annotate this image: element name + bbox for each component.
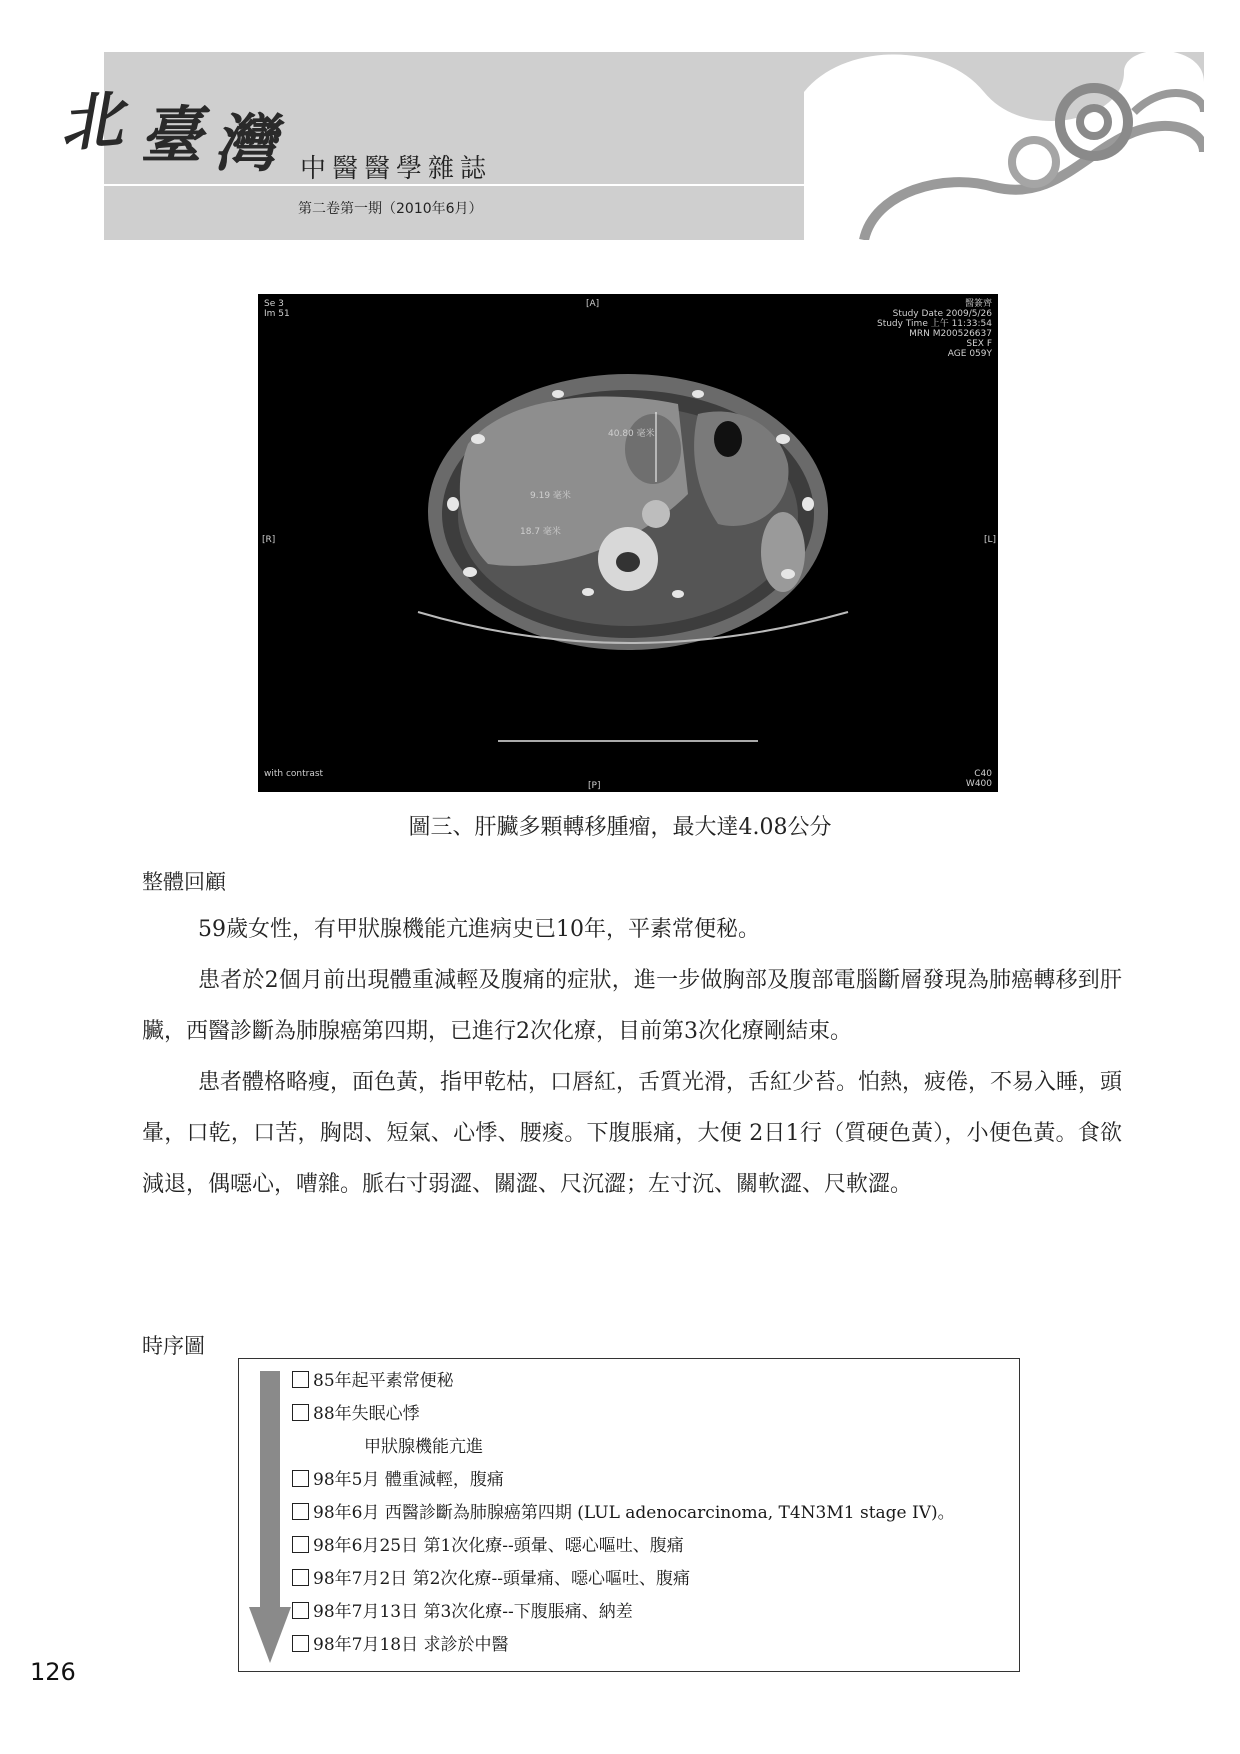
checkbox-icon: [292, 1536, 309, 1553]
ct-overlay-series: Se 3: [264, 299, 284, 309]
journal-logo-char: 北: [57, 82, 129, 161]
aorta: [642, 500, 670, 528]
ct-overlay-physician: 醫簽齊: [964, 299, 992, 309]
measurement-label-2: 9.19 毫米: [530, 491, 571, 501]
timeline-item: [292, 1530, 955, 1563]
ct-overlay-study-time: Study Time 上午 11:33:54: [876, 319, 992, 329]
timeline-item: [292, 1629, 955, 1662]
scale-bar: [498, 740, 758, 742]
checkbox-icon: [292, 1569, 309, 1586]
timeline-item: [292, 1398, 955, 1431]
timeline-heading: 時序圖: [142, 1334, 205, 1358]
timeline-item: [292, 1365, 955, 1398]
ct-overlay-mrn: MRN M200526637: [909, 329, 992, 339]
timeline-item: [292, 1497, 955, 1530]
measurement-label-1: 40.80 毫米: [608, 429, 655, 439]
bowel-gas: [714, 421, 742, 457]
timeline-item-text: 98年7月2日 第2次化療--頭暈痛、噁心嘔吐、腹痛: [313, 1569, 690, 1589]
spleen: [761, 512, 805, 592]
timeline-item: [292, 1464, 955, 1497]
timeline-item-text: 98年7月13日 第3次化療--下腹脹痛、納差: [313, 1602, 633, 1622]
timeline-item-text: 甲狀腺機能亢進: [364, 1437, 483, 1457]
review-heading: 整體回顧: [142, 870, 226, 894]
checkbox-icon: [292, 1635, 309, 1652]
ct-scan-image: [258, 294, 998, 792]
ct-overlay-study-date: Study Date 2009/5/26: [892, 309, 992, 319]
cloud-ornament: [804, 52, 1204, 240]
timeline-item-text: 98年7月18日 求診於中醫: [313, 1635, 509, 1655]
issue-info: 第二卷第一期（2010年6月）: [298, 201, 483, 217]
checkbox-icon: [292, 1470, 309, 1487]
ct-overlay-right: [R]: [262, 535, 276, 545]
timeline-item-text: 98年5月 體重減輕，腹痛: [313, 1470, 504, 1490]
page-number: 126: [30, 1658, 76, 1686]
figure-caption: 圖三、肝臟多顆轉移腫瘤，最大達4.08公分: [408, 815, 832, 840]
journal-logo-char: 灣: [214, 107, 281, 180]
checkbox-icon: [292, 1602, 309, 1619]
review-paragraph: 患者於2個月前出現體重減輕及腹痛的症狀，進一步做胸部及腹部電腦斷層發現為肺癌轉移到肝臟，西醫診斷為肺腺癌第四期，已進行2次化療，目前第3次化療剛結束。: [142, 968, 1122, 1044]
ct-overlay-contrast: with contrast: [264, 769, 324, 779]
journal-subtitle: 中醫醫學雜誌: [300, 154, 493, 184]
checkbox-icon: [292, 1404, 309, 1421]
down-arrow-icon: [249, 1607, 291, 1663]
timeline-item-text: 85年起平素常便秘: [313, 1371, 454, 1391]
spinal-canal: [616, 552, 640, 572]
timeline-arrow-shaft: [260, 1371, 280, 1609]
ct-overlay-posterior: [P]: [588, 781, 601, 791]
journal-logo: [57, 72, 281, 180]
timeline-item: [292, 1563, 955, 1596]
timeline-item-text: 98年6月25日 第1次化療--頭暈、噁心嘔吐、腹痛: [313, 1536, 684, 1556]
timeline-item: [292, 1596, 955, 1629]
ct-overlay-anterior: [A]: [586, 299, 600, 309]
ct-overlay-image: Im 51: [264, 309, 290, 319]
liver-tumor: [625, 414, 681, 484]
timeline-item-text: 98年6月 西醫診斷為肺腺癌第四期 (LUL adenocarcinoma, T4N3M1 stage IV)。: [313, 1503, 955, 1523]
timeline-list: [292, 1365, 955, 1662]
measurement-label-3: 18.7 毫米: [520, 527, 561, 537]
ct-overlay-sex: SEX F: [966, 339, 992, 349]
timeline-item-text: 88年失眠心悸: [313, 1404, 420, 1424]
ct-scan-svg: [258, 294, 998, 792]
ct-overlay-left: [L]: [984, 535, 997, 545]
review-body: [142, 904, 1122, 1210]
timeline-item-continuation: [292, 1431, 955, 1464]
checkbox-icon: [292, 1371, 309, 1388]
checkbox-icon: [292, 1503, 309, 1520]
timeline-box: [238, 1358, 1020, 1672]
journal-logo-char: 臺: [140, 99, 207, 172]
ct-overlay-age: AGE 059Y: [947, 349, 992, 359]
ct-overlay-window-center: C40: [974, 769, 992, 779]
ct-overlay-window-width: W400: [965, 779, 992, 789]
review-paragraph: 患者體格略瘦，面色黃，指甲乾枯，口唇紅，舌質光滑，舌紅少苔。怕熱，疲倦，不易入睡，頭暈，口乾，口苦，胸悶、短氣、心悸、腰痠。下腹脹痛，大便 2日1行（質硬色黃），小便色黃。食欲減退，偶噁心，嘈雜。脈右寸弱澀、關澀、尺沉澀；左寸沉、關軟澀、尺軟澀。: [142, 1070, 1123, 1197]
review-paragraph: 59歲女性，有甲狀腺機能亢進病史已10年，平素常便秘。: [198, 917, 760, 942]
